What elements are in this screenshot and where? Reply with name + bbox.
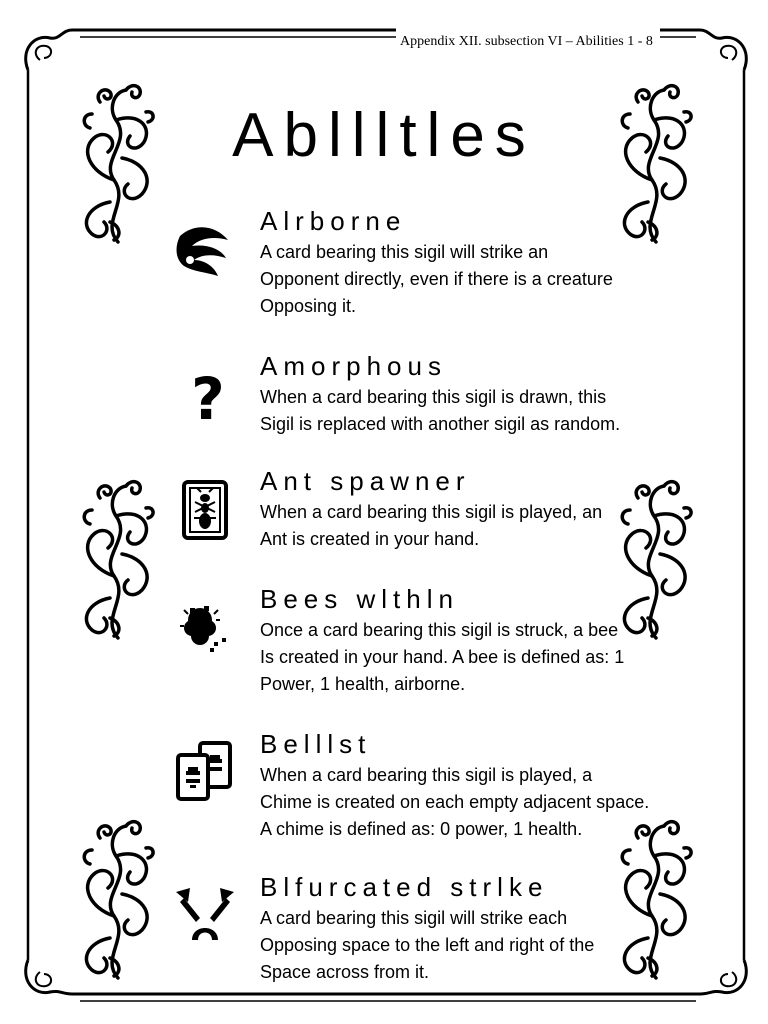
ability-description: Once a card bearing this sigil is struck, a bee Is created in your hand. A bee is defined as: 1 Power, 1 health, airborne.	[260, 620, 625, 694]
ability-name: Amorphous	[260, 351, 447, 381]
svg-text:?: ?	[191, 365, 225, 429]
split-arrows-icon	[170, 880, 240, 950]
ant-card-icon	[170, 474, 240, 544]
wing-icon	[170, 214, 240, 284]
ability-description: When a card bearing this sigil is played, an Ant is created in your hand.	[260, 502, 603, 549]
ability-description: When a card bearing this sigil is drawn, this Sigil is replaced with another sigil as random.	[260, 387, 621, 434]
ability-description: A card bearing this sigil will strike each Opposing space to the left and right of the Space across from it.	[260, 908, 595, 982]
ability-name: Alrborne	[260, 206, 407, 236]
appendix-header: Appendix XII. subsection VI – Abilities 1 - 8	[400, 34, 653, 49]
ability-name: Blfurcated strlke	[260, 872, 549, 902]
question-mark-icon	[170, 359, 240, 429]
vine-ornament-bottom-left	[70, 808, 160, 983]
ability-name: Ant spawner	[260, 466, 471, 496]
bees-icon	[170, 592, 240, 662]
ability-name: Bees wlthln	[260, 584, 459, 614]
ability-description: When a card bearing this sigil is played, a Chime is created on each empty adjacent space. A chime is defined as: 0 power, 1 health.	[260, 765, 650, 839]
page-title: Abllltles	[232, 101, 536, 170]
bell-cards-icon	[170, 737, 240, 807]
ability-description: A card bearing this sigil will strike an Opponent directly, even if there is a creature Opposing it.	[260, 242, 613, 316]
vine-ornament-mid-left	[70, 468, 160, 643]
ability-name: Belllst	[260, 729, 372, 759]
